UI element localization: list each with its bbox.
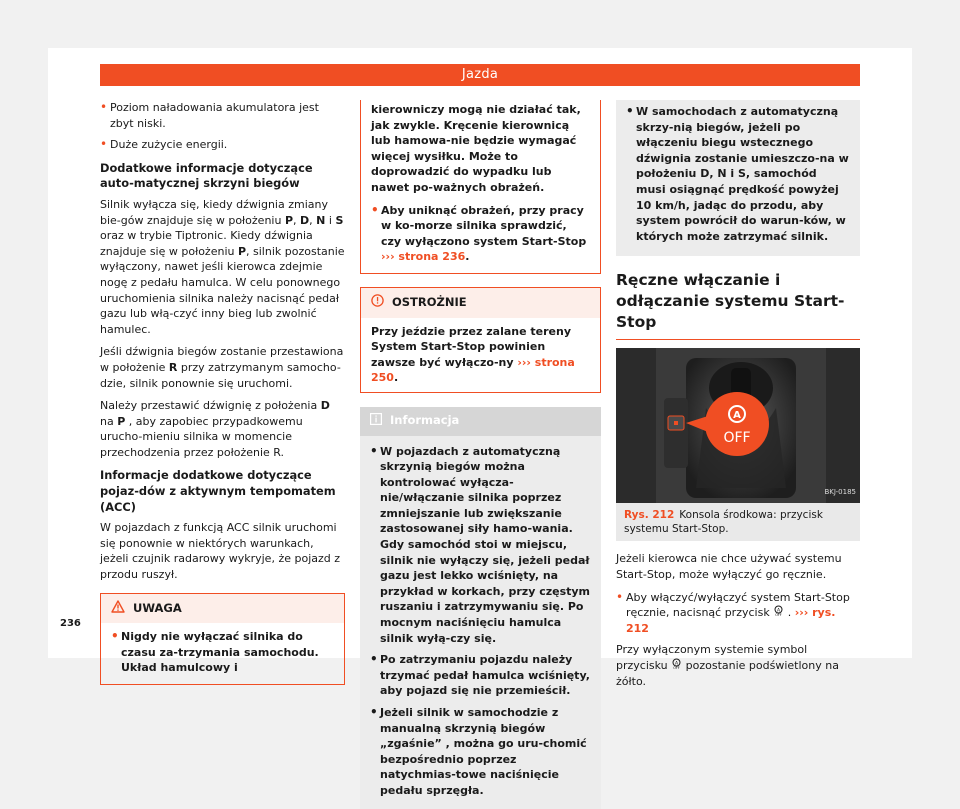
- section-title: Ręczne włączanie i odłączanie systemu Start-Stop: [616, 270, 860, 340]
- column-right: [616, 100, 860, 696]
- console-illustration: [616, 348, 860, 503]
- info-title: Informacja: [390, 413, 460, 428]
- warning-box-continued: [360, 100, 601, 274]
- list-item: • Nigdy nie wyłączać silnika do czasu za-trzymania samochodu. Układ hamulcowy i: [111, 629, 334, 676]
- paragraph: Jeśli dźwignia biegów zostanie przestawiona w położenie R przy zatrzymanym samocho-dzie, silnik ponownie się uruchomi.: [100, 345, 344, 390]
- svg-text:OFF: OFF: [775, 612, 782, 617]
- list-item: • Duże zużycie energii.: [100, 137, 345, 153]
- column-left: [100, 100, 345, 685]
- section-heading: Dodatkowe informacje dotyczące auto-matycznej skrzyni biegów: [100, 160, 313, 191]
- caution-title: OSTROŻNIE: [392, 294, 467, 309]
- page-header: Jazda: [100, 64, 860, 86]
- svg-text:A: A: [675, 661, 679, 667]
- paragraph: Jeżeli kierowca nie chce używać systemu Start-Stop, może wyłączyć go ręcznie.: [616, 552, 842, 581]
- svg-text:OFF: OFF: [673, 665, 680, 669]
- console-figure: [616, 348, 860, 503]
- start-stop-off-icon: [671, 658, 682, 674]
- caution-body: Przy jeździe przez zalane tereny System Start-Stop powinien zawsze być wyłączo-ny ››› strona 250.: [371, 324, 575, 385]
- page-link[interactable]: ››› strona 236: [381, 250, 466, 264]
- column-middle: [360, 100, 601, 809]
- caution-header: [361, 288, 600, 318]
- list-item: • W samochodach z automatyczną skrzy-nią biegów, jeżeli po włączeniu biegu wstecznego dźwignia zostanie umieszczo-na w położeniu D, N i S, samochód musi osiągnąć prędkość powyżej 10 km/h, jadąc do przodu, aby system powrócił do warun-ków, w których może zatrzymać silnik.: [626, 104, 850, 244]
- figure-caption: Rys. 212 Konsola środkowa: przycisk systemu Start-Stop.: [616, 503, 860, 541]
- figure-code: BKJ-0185: [824, 487, 856, 496]
- paragraph: Przy wyłączonym systemie symbol przycisku A OFF pozostanie podświetlony na żółto.: [616, 643, 839, 688]
- warning-body: [101, 623, 344, 684]
- caution-circle-icon: [371, 294, 384, 312]
- info-icon: [370, 413, 382, 430]
- figure-link[interactable]: ››› rys. 212: [626, 606, 836, 635]
- figure-off-label: OFF: [723, 430, 751, 447]
- list-item: • Poziom naładowania akumulatora jest zbyt niski.: [100, 100, 345, 131]
- list-item: • Jeżeli silnik w samochodzie z manualną skrzynią biegów „zgaśnie” , można go uru-chomić bezpośrednio poprzez natychmias-towe naciśnięcie pedału sprzęgła.: [370, 705, 591, 799]
- page-number: 236: [60, 618, 81, 629]
- warning-triangle-icon: [111, 600, 125, 618]
- list-item: • Aby uniknąć obrażeń, przy pracy w ko-morze silnika sprawdzić, czy wyłączono system Start-Stop ››› strona 236.: [371, 203, 590, 265]
- paragraph: Silnik wyłącza się, kiedy dźwignia zmiany bie-gów znajduje się w położeniu P, D, N i S oraz w trybie Tiptronic. Kiedy dźwignia znajduje się w położeniu P, silnik pozostanie wyłączony, nawet jeśli kierowca zdejmie nogę z pedału hamulca. W celu ponownego uruchomienia silnika należy nacisnąć pedał gazu lub włą-czyć inny bieg lub zwolnić hamulec.: [100, 197, 345, 336]
- paragraph: kierowniczy mogą nie działać tak, jak zwykle. Kręcenie kierownicą lub hamowa-nie będzie wymagać więcej wysiłku. Może to doprowadzić do wypadku lub nawet po-ważnych obrażeń.: [371, 103, 581, 194]
- list-item: • Aby włączyć/wyłączyć system Start-Stop ręcznie, nacisnąć przycisk A OFF . ››› rys. 212: [616, 590, 860, 637]
- paragraph: W pojazdach z funkcją ACC silnik uruchomi się ponownie w niektórych warunkach, jeżeli czujnik radarowy wykryje, że pojazd z przodu ruszył.: [100, 521, 341, 582]
- page-link[interactable]: ››› strona 250: [371, 355, 575, 385]
- info-body: [360, 436, 601, 809]
- list-item: • W pojazdach z automatyczną skrzynią biegów można kontrolować wyłącza-nie/włączanie silnika poprzez zmniejszanie lub zwiększanie zastosowanej siły hamo-wania. Gdy samochód stoi w miejscu, silnik nie wyłączy się, jeżeli pedał gazu jest lekko wciśnięty, na przykład w korkach, przy częstym ruszaniu i zatrzymywaniu się. Po mocnym naciśnięciu hamulca silnik wyłą-czy się.: [370, 444, 591, 647]
- warning-title: UWAGA: [133, 600, 182, 615]
- list-item: • Po zatrzymaniu pojazdu należy trzymać pedał hamulca wciśnięty, aby pojazd się nie przemieścił.: [370, 652, 591, 699]
- warning-header: [101, 594, 344, 624]
- svg-text:A: A: [733, 410, 741, 422]
- warning-body: [361, 100, 600, 273]
- info-header: [360, 407, 601, 436]
- start-stop-off-icon: [773, 605, 784, 621]
- info-body: [616, 100, 860, 256]
- info-box: [360, 407, 601, 809]
- paragraph: Należy przestawić dźwignię z położenia D na P , aby zapobiec przypadkowemu urucho-mieniu silnika w momencie przechodzenia przez położenie R.: [100, 399, 330, 459]
- info-box-continued: [616, 100, 860, 256]
- caution-box: [360, 287, 601, 393]
- warning-box: [100, 593, 345, 685]
- section-heading: Informacje dodatkowe dotyczące pojaz-dów z aktywnym tempomatem (ACC): [100, 468, 336, 514]
- svg-text:A: A: [777, 608, 781, 614]
